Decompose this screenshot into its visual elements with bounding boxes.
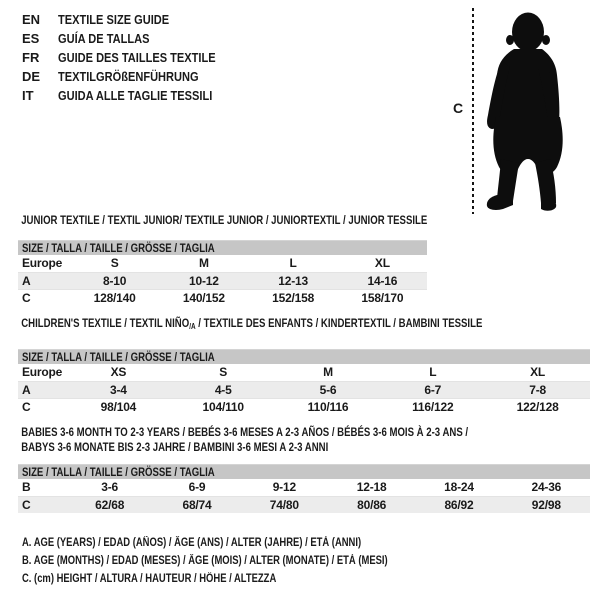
size-value-cell: 4-5 bbox=[171, 381, 276, 398]
language-row bbox=[22, 29, 243, 48]
row-label: B bbox=[18, 479, 66, 496]
size-value-cell: 140/152 bbox=[182, 290, 225, 305]
size-header-band bbox=[18, 464, 590, 479]
row-label: A bbox=[18, 272, 70, 289]
size-table bbox=[18, 255, 427, 306]
size-value-cell: 12-13 bbox=[249, 272, 338, 289]
size-value-cell: XL bbox=[485, 364, 590, 381]
size-value-cell: L bbox=[249, 255, 338, 272]
size-value-cell: 5-6 bbox=[276, 381, 381, 398]
size-value-cell: 86/92 bbox=[415, 496, 502, 513]
language-code: DE bbox=[22, 69, 41, 84]
size-header-band bbox=[18, 349, 590, 364]
size-value-cell: 104/110 bbox=[202, 399, 244, 414]
size-value-cell: 80/86 bbox=[328, 496, 415, 513]
language-code: IT bbox=[22, 88, 34, 103]
size-value-cell: S bbox=[70, 255, 159, 272]
size-value-cell: M bbox=[276, 364, 381, 381]
language-row bbox=[22, 67, 243, 86]
size-value-cell: 110/116 bbox=[307, 399, 349, 414]
language-code: ES bbox=[22, 31, 40, 46]
size-value-cell: 3-4 bbox=[66, 381, 171, 398]
row-label: Europe bbox=[18, 255, 70, 272]
footnote-line: A. AGE (YEARS) / EDAD (AÑOS) / ÂGE (ANS) / ALTER (JAHRE) / ETÀ (ANNI) bbox=[22, 537, 362, 549]
size-value-cell: 9-12 bbox=[241, 479, 328, 496]
table-title: BABIES 3-6 MONTH TO 2-3 YEARS / BEBÉS 3-6 MESES A 2-3 AÑOS / BÉBÉS 3-6 MOIS À 2-3 ANS / bbox=[21, 425, 469, 439]
row-label: C bbox=[22, 399, 31, 414]
language-title: TEXTILE SIZE GUIDE bbox=[58, 12, 170, 27]
language-row bbox=[22, 10, 243, 29]
language-list bbox=[22, 10, 243, 105]
language-row bbox=[22, 86, 243, 105]
language-title: GUIDA ALLE TAGLIE TESSILI bbox=[58, 88, 213, 103]
size-value-cell: 18-24 bbox=[415, 479, 502, 496]
size-value-cell: 8-10 bbox=[70, 272, 159, 289]
size-value-cell: XL bbox=[338, 255, 427, 272]
footnote-line: B. AGE (MONTHS) / EDAD (MESES) / ÂGE (MOIS) / ALTER (MONATE) / ETÀ (MESI) bbox=[22, 555, 388, 567]
measurement-footnotes bbox=[22, 534, 468, 588]
size-value-cell: XS bbox=[66, 364, 171, 381]
table-title: JUNIOR TEXTILE / TEXTIL JUNIOR/ TEXTILE JUNIOR / JUNIORTEXTIL / JUNIOR TESSILE bbox=[21, 213, 428, 227]
size-value-cell: 116/122 bbox=[412, 399, 454, 414]
babies-size-table-section bbox=[18, 425, 590, 513]
size-header-band bbox=[18, 240, 427, 255]
language-row bbox=[22, 48, 243, 67]
size-value-cell: 122/128 bbox=[516, 399, 559, 414]
row-label: C bbox=[18, 496, 66, 513]
size-value-cell: L bbox=[380, 364, 485, 381]
table-row bbox=[18, 364, 590, 381]
table-title: BABYS 3-6 MONATE BIS 2-3 JAHRE / BAMBINI 3-6 MESI A 2-3 ANNI bbox=[21, 440, 329, 454]
table-row bbox=[18, 381, 590, 398]
table-row bbox=[18, 398, 590, 415]
size-value-cell: 6-7 bbox=[380, 381, 485, 398]
size-value-cell: 6-9 bbox=[153, 479, 240, 496]
size-table bbox=[18, 479, 590, 513]
table-title: CHILDREN'S TEXTILE / TEXTIL NIÑO/A / TEXTILE DES ENFANTS / KINDERTEXTIL / BAMBINI TESSILE bbox=[21, 316, 483, 331]
row-label: C bbox=[22, 290, 31, 305]
junior-size-table-section bbox=[18, 213, 427, 306]
row-label: Europe bbox=[18, 364, 66, 381]
toddler-silhouette-image bbox=[484, 11, 574, 211]
size-value-cell: 98/104 bbox=[100, 399, 137, 414]
size-value-cell: 7-8 bbox=[485, 381, 590, 398]
table-row bbox=[18, 255, 427, 272]
size-value-cell: 152/158 bbox=[272, 290, 315, 305]
row-label: A bbox=[18, 381, 66, 398]
language-title: TEXTILGRÖßENFÜHRUNG bbox=[58, 69, 199, 84]
size-value-cell: 14-16 bbox=[338, 272, 427, 289]
size-value-cell: 92/98 bbox=[503, 496, 590, 513]
height-measure-dashed-line bbox=[472, 8, 474, 214]
size-value-cell: S bbox=[171, 364, 276, 381]
size-header-label: SIZE / TALLA / TAILLE / GRÖSSE / TAGLIA bbox=[22, 465, 215, 479]
size-value-cell: 158/170 bbox=[361, 290, 404, 305]
table-row bbox=[18, 496, 590, 513]
size-value-cell: M bbox=[159, 255, 248, 272]
language-title: GUÍA DE TALLAS bbox=[58, 31, 150, 46]
language-code: FR bbox=[22, 50, 40, 65]
footnote-line: C. (cm) HEIGHT / ALTURA / HAUTEUR / HÖHE / ALTEZZA bbox=[22, 573, 277, 585]
table-row bbox=[18, 272, 427, 289]
size-value-cell: 12-18 bbox=[328, 479, 415, 496]
size-table bbox=[18, 364, 590, 415]
language-code: EN bbox=[22, 12, 41, 27]
size-value-cell: 3-6 bbox=[66, 479, 153, 496]
size-value-cell: 24-36 bbox=[503, 479, 590, 496]
subscript-token: /A bbox=[189, 322, 196, 331]
table-row bbox=[18, 289, 427, 306]
language-title: GUIDE DES TAILLES TEXTILE bbox=[58, 50, 216, 65]
height-measure-label: C bbox=[453, 100, 464, 116]
size-header-label: SIZE / TALLA / TAILLE / GRÖSSE / TAGLIA bbox=[22, 241, 215, 255]
size-value-cell: 68/74 bbox=[153, 496, 240, 513]
size-value-cell: 74/80 bbox=[241, 496, 328, 513]
size-value-cell: 62/68 bbox=[66, 496, 153, 513]
size-header-label: SIZE / TALLA / TAILLE / GRÖSSE / TAGLIA bbox=[22, 350, 215, 364]
children-size-table-section bbox=[18, 316, 590, 415]
size-value-cell: 128/140 bbox=[93, 290, 136, 305]
size-value-cell: 10-12 bbox=[159, 272, 248, 289]
table-row bbox=[18, 479, 590, 496]
